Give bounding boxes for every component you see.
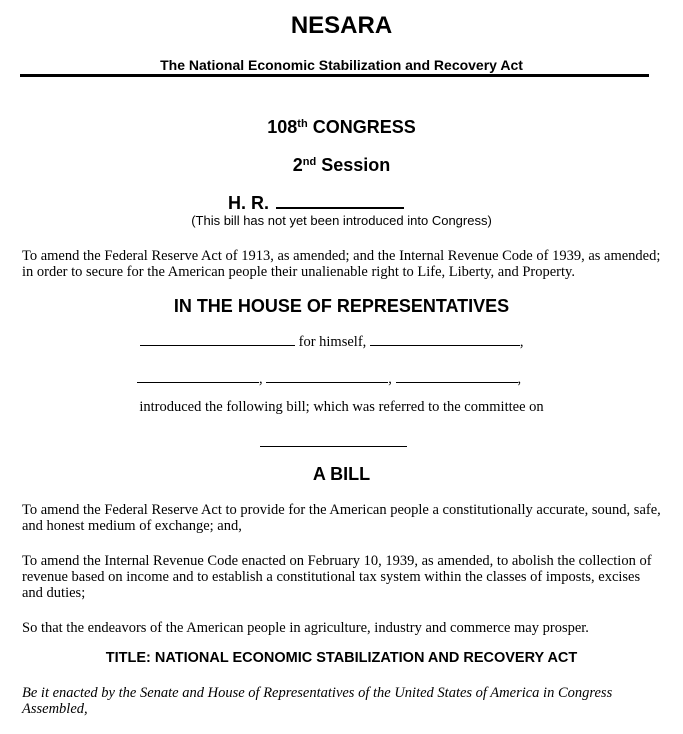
- enacting-clause: Be it enacted by the Senate and House of Representatives of the United States of America in Congress Assembled,: [22, 685, 613, 717]
- session-number: 2: [292, 155, 303, 175]
- committee-blank[interactable]: [260, 434, 407, 447]
- comma: ,: [388, 371, 392, 387]
- bill-number-line: [228, 193, 404, 214]
- comma: ,: [259, 371, 263, 387]
- document-subtitle: The National Economic Stabilization and Recovery Act: [160, 57, 523, 73]
- bill-status-note: (This bill has not yet been introduced into Congress): [191, 213, 492, 228]
- house-heading: IN THE HOUSE OF REPRESENTATIVES: [173, 296, 510, 316]
- for-himself-text: for himself,: [298, 334, 367, 350]
- cosponsors-line: [137, 370, 521, 388]
- sponsor-line: [140, 333, 524, 351]
- cosponsor-blank-4[interactable]: [396, 370, 518, 383]
- comma: ,: [517, 371, 522, 387]
- intro-paragraph: To amend the Federal Reserve Act of 1913, as amended; and the Internal Revenue Code of 1939, as amended; in order to secure for the American people their unalienable right to Life, Liberty, and Property.: [22, 248, 661, 280]
- cosponsor-blank-2[interactable]: [137, 370, 259, 383]
- session-heading: [0, 155, 683, 176]
- header-divider: [20, 74, 649, 77]
- cosponsor-blank-1[interactable]: [370, 333, 520, 346]
- bill-paragraph-1: To amend the Federal Reserve Act to provide for the American people a constitutionally accurate, sound, safe, and honest medium of exchange; and,: [22, 502, 661, 534]
- congress-label: CONGRESS: [312, 117, 416, 137]
- bill-paragraph-2: To amend the Internal Revenue Code enacted on February 10, 1939, as amended, to abolish the collection of revenue based on income and to establish a constitutional tax system within the classes of imposts, excises and duties;: [22, 553, 652, 601]
- introduced-text: introduced the following bill; which was referred to the committee on: [139, 399, 544, 415]
- congress-number: 108: [267, 117, 298, 137]
- comma: ,: [519, 334, 524, 350]
- sponsor-blank[interactable]: [140, 333, 295, 346]
- act-title: TITLE: NATIONAL ECONOMIC STABILIZATION AND RECOVERY ACT: [105, 650, 578, 666]
- session-suffix: nd: [302, 156, 317, 168]
- session-label: Session: [321, 155, 391, 175]
- document-title: NESARA: [290, 12, 393, 39]
- bill-paragraph-3: So that the endeavors of the American people in agriculture, industry and commerce may prosper.: [22, 620, 589, 636]
- congress-suffix: th: [297, 118, 308, 130]
- congress-heading: [0, 117, 683, 138]
- bill-heading: A BILL: [312, 464, 371, 484]
- bill-number-blank[interactable]: [276, 193, 404, 209]
- cosponsor-blank-3[interactable]: [266, 370, 388, 383]
- bill-number-prefix: H. R.: [228, 193, 270, 213]
